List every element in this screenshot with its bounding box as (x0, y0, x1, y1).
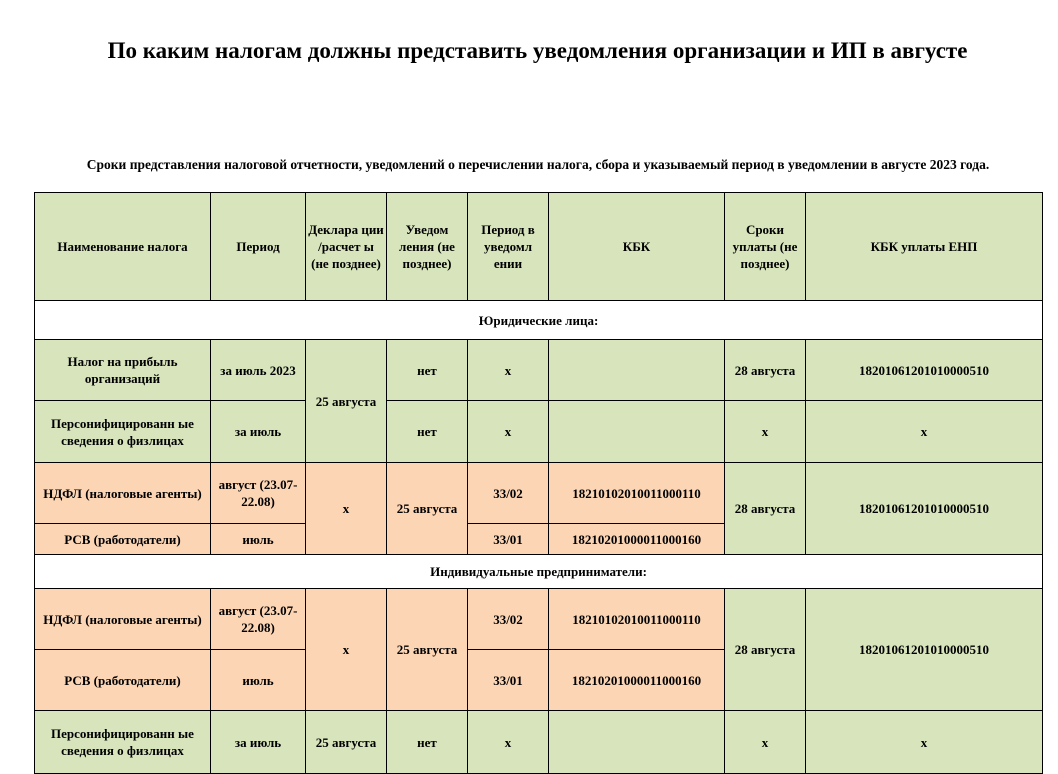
period-cell: за июль 2023 (211, 340, 306, 401)
period-cell: июль (211, 650, 306, 711)
period-cell: июль (211, 524, 306, 555)
notice-period-cell: 33/02 (468, 589, 549, 650)
table-caption: Сроки представления налоговой отчетности, уведомлений о перечислении налога, сбора и указываемый период в уведомлении в августе 2023 года. (86, 157, 990, 172)
period-cell: за июль (211, 711, 306, 774)
notice-period-cell: 33/01 (468, 524, 549, 555)
section-ip-label: Индивидуальные предприниматели: (35, 555, 1043, 589)
tax-deadlines-table (34, 192, 1043, 774)
tax-name-cell: Налог на прибыль организаций (35, 340, 211, 401)
period-cell: за июль (211, 401, 306, 463)
kbk-cell: 18210201000011000160 (549, 524, 725, 555)
declaration-cell: 25 августа (306, 711, 387, 774)
declaration-cell: 25 августа (306, 340, 387, 463)
tax-name-cell: Персонифицированн ые сведения о физлицах (35, 401, 211, 463)
payment-deadline-cell: х (725, 711, 806, 774)
page-title: По каким налогам должны представить уведомления организации и ИП в августе (107, 38, 968, 63)
table-row (35, 589, 1043, 650)
section-row-ip (35, 555, 1043, 589)
period-cell: август (23.07-22.08) (211, 589, 306, 650)
notice-period-cell: х (468, 401, 549, 463)
kbk-cell: 18210201000011000160 (549, 650, 725, 711)
notice-cell: нет (387, 401, 468, 463)
notice-period-cell: 33/01 (468, 650, 549, 711)
header-row (35, 193, 1043, 301)
payment-deadline-cell: 28 августа (725, 340, 806, 401)
tax-name-cell: НДФЛ (налоговые агенты) (35, 463, 211, 524)
payment-deadline-cell: 28 августа (725, 589, 806, 711)
notice-cell: 25 августа (387, 463, 468, 555)
header-payment-deadline: Сроки уплаты (не позднее) (725, 193, 806, 301)
table-row (35, 711, 1043, 774)
kbk-cell (549, 340, 725, 401)
kbk-cell (549, 401, 725, 463)
header-notice-period: Период в уведомл ении (468, 193, 549, 301)
notice-period-cell: 33/02 (468, 463, 549, 524)
table-row (35, 463, 1043, 524)
header-declaration: Деклара ции /расчет ы (не позднее) (306, 193, 387, 301)
kbk-cell: 18210102010011000110 (549, 463, 725, 524)
declaration-cell: х (306, 463, 387, 555)
header-period: Период (211, 193, 306, 301)
kbk-enp-cell: 18201061201010000510 (806, 463, 1043, 555)
period-cell: август (23.07-22.08) (211, 463, 306, 524)
kbk-cell (549, 711, 725, 774)
kbk-enp-cell: х (806, 711, 1043, 774)
section-row-legal (35, 301, 1043, 340)
header-notice: Уведом ления (не позднее) (387, 193, 468, 301)
kbk-enp-cell: 18201061201010000510 (806, 340, 1043, 401)
kbk-enp-cell: 18201061201010000510 (806, 589, 1043, 711)
header-tax-name: Наименование налога (35, 193, 211, 301)
header-kbk-enp: КБК уплаты ЕНП (806, 193, 1043, 301)
section-legal-label: Юридические лица: (35, 301, 1043, 340)
table-row (35, 401, 1043, 463)
notice-cell: нет (387, 340, 468, 401)
tax-name-cell: РСВ (работодатели) (35, 650, 211, 711)
notice-cell: нет (387, 711, 468, 774)
tax-name-cell: РСВ (работодатели) (35, 524, 211, 555)
payment-deadline-cell: 28 августа (725, 463, 806, 555)
kbk-enp-cell: х (806, 401, 1043, 463)
notice-period-cell: х (468, 711, 549, 774)
table-row (35, 340, 1043, 401)
tax-name-cell: НДФЛ (налоговые агенты) (35, 589, 211, 650)
notice-period-cell: х (468, 340, 549, 401)
payment-deadline-cell: х (725, 401, 806, 463)
tax-name-cell: Персонифицированн ые сведения о физлицах (35, 711, 211, 774)
kbk-cell: 18210102010011000110 (549, 589, 725, 650)
declaration-cell: х (306, 589, 387, 711)
notice-cell: 25 августа (387, 589, 468, 711)
header-kbk: КБК (549, 193, 725, 301)
